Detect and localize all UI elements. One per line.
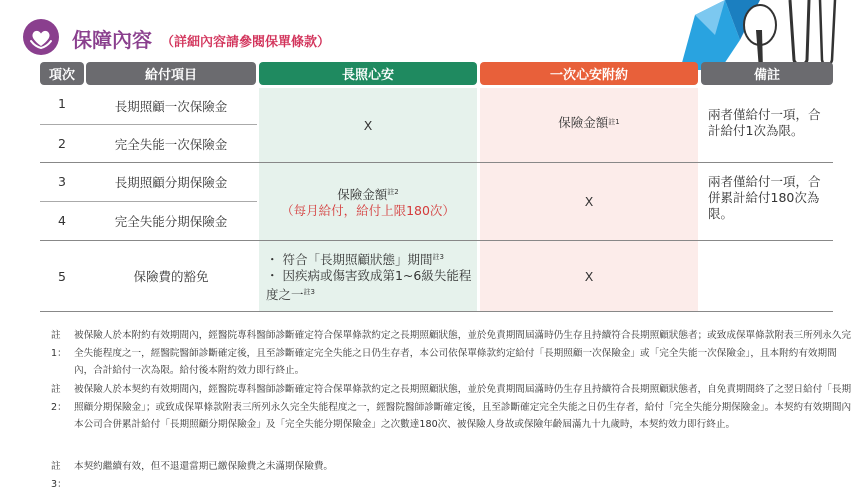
page-subtitle: （詳細內容請參閱保單條款） <box>161 35 331 50</box>
footnote-label: 註2： <box>51 384 67 413</box>
row5-main-value <box>266 245 474 307</box>
row-no: 2 <box>58 135 66 151</box>
footnote-ref: 註3 <box>432 252 444 261</box>
row-no: 3 <box>58 173 66 189</box>
row-item: 完全失能一次保險金 <box>114 136 228 152</box>
group2-main-text: 保險金額 <box>337 187 388 203</box>
group2-main-line2: （每月給付，給付上限180次） <box>281 203 455 219</box>
table-bottom-border <box>40 311 833 312</box>
row-item: 長期照顧一次保險金 <box>114 99 228 114</box>
group1-rider-value <box>480 88 698 156</box>
group1-rider-text: 保險金額 <box>558 115 609 130</box>
row-item: 長期照顧分期保險金 <box>114 174 228 190</box>
brand-logo <box>23 19 59 55</box>
decorative-illustration <box>670 0 861 70</box>
row5-bullet2-text: ・ 因疾病或傷害致成第1~6級失能程度之一 <box>266 268 472 303</box>
row5-bullet1 <box>266 249 444 268</box>
footnote-text: 被保險人於本附約有效期間內，經醫院專科醫師診斷確定符合保單條款約定之長期照顧狀態，並於免責期間屆滿時仍生存且持續符合長期照顧狀態者；或致成保單條款附表三所列永久完全失能程度之一，經醫院醫師診斷確定後，且至診斷確定完全失能之日仍生存者，本公司依保單條款約定給付「長期照顧一次保險金」或「完全失能一次保險金」，且本附約有效期間內，合計給付一次為限。給付後本附約效力即行終止。 <box>74 330 852 376</box>
row5-rider-value: X <box>584 268 594 284</box>
group2-main-line1 <box>337 184 398 203</box>
footnote-label: 註3： <box>51 461 67 490</box>
group2-rider-value: X <box>584 194 594 209</box>
row-no: 4 <box>58 212 66 228</box>
footnote-text: 被保險人於本契約有效期間內，經醫院專科醫師診斷確定符合保單條款約定之長期照顧狀態，並於免責期間屆滿時仍生存且持續符合長期照顧狀態者，自免責期間終了之翌日給付「長期照顧分期保險金」；或致成保單條款附表三所列永久完全失能程度之一，經醫院醫師診斷確定後，且至診斷確定完全失能之日仍生存者，給付「完全失能分期保險金」。本契約有效期間內本公司合併累計給付「長期照顧分期保險金」及「完全失能分期保險金」之次數達180次、被保險人身故或保險年齡屆滿九十九歲時，本契約效力即行終止。 <box>74 384 852 430</box>
group1-remark: 兩者僅給付一項，合計給付1次為限。 <box>708 107 821 138</box>
col-header-no: 項次 <box>40 62 84 85</box>
group2-remark: 兩者僅給付一項，合併累計給付180次為限。 <box>708 174 821 221</box>
col-header-main-plan: 長照心安 <box>259 62 477 85</box>
row-no: 5 <box>58 268 66 284</box>
col-header-remark: 備註 <box>701 62 833 85</box>
row-no: 1 <box>58 95 66 111</box>
footnote-label: 註1： <box>51 330 67 359</box>
footnote-ref: 註2 <box>387 187 399 196</box>
row5-bullet2 <box>266 268 474 303</box>
group2-main-value <box>259 163 477 240</box>
group1-main-value: X <box>363 117 373 133</box>
footnote-text: 本契約繼續有效，但不退還當期已繳保險費之未滿期保險費。 <box>74 461 334 472</box>
footnote-ref: 註1 <box>608 118 620 126</box>
heart-hands-icon <box>23 19 59 55</box>
col-header-rider: 一次心安附約 <box>480 62 698 85</box>
col-header-item: 給付項目 <box>86 62 256 85</box>
row-item: 完全失能分期保險金 <box>114 213 228 229</box>
footnote-ref: 註3 <box>303 288 315 296</box>
row5-bullet1-text: ・ 符合「長期照顧狀態」期間 <box>266 252 433 267</box>
row-item: 保險費的豁免 <box>133 269 209 284</box>
page-title: 保障內容 <box>72 28 152 52</box>
